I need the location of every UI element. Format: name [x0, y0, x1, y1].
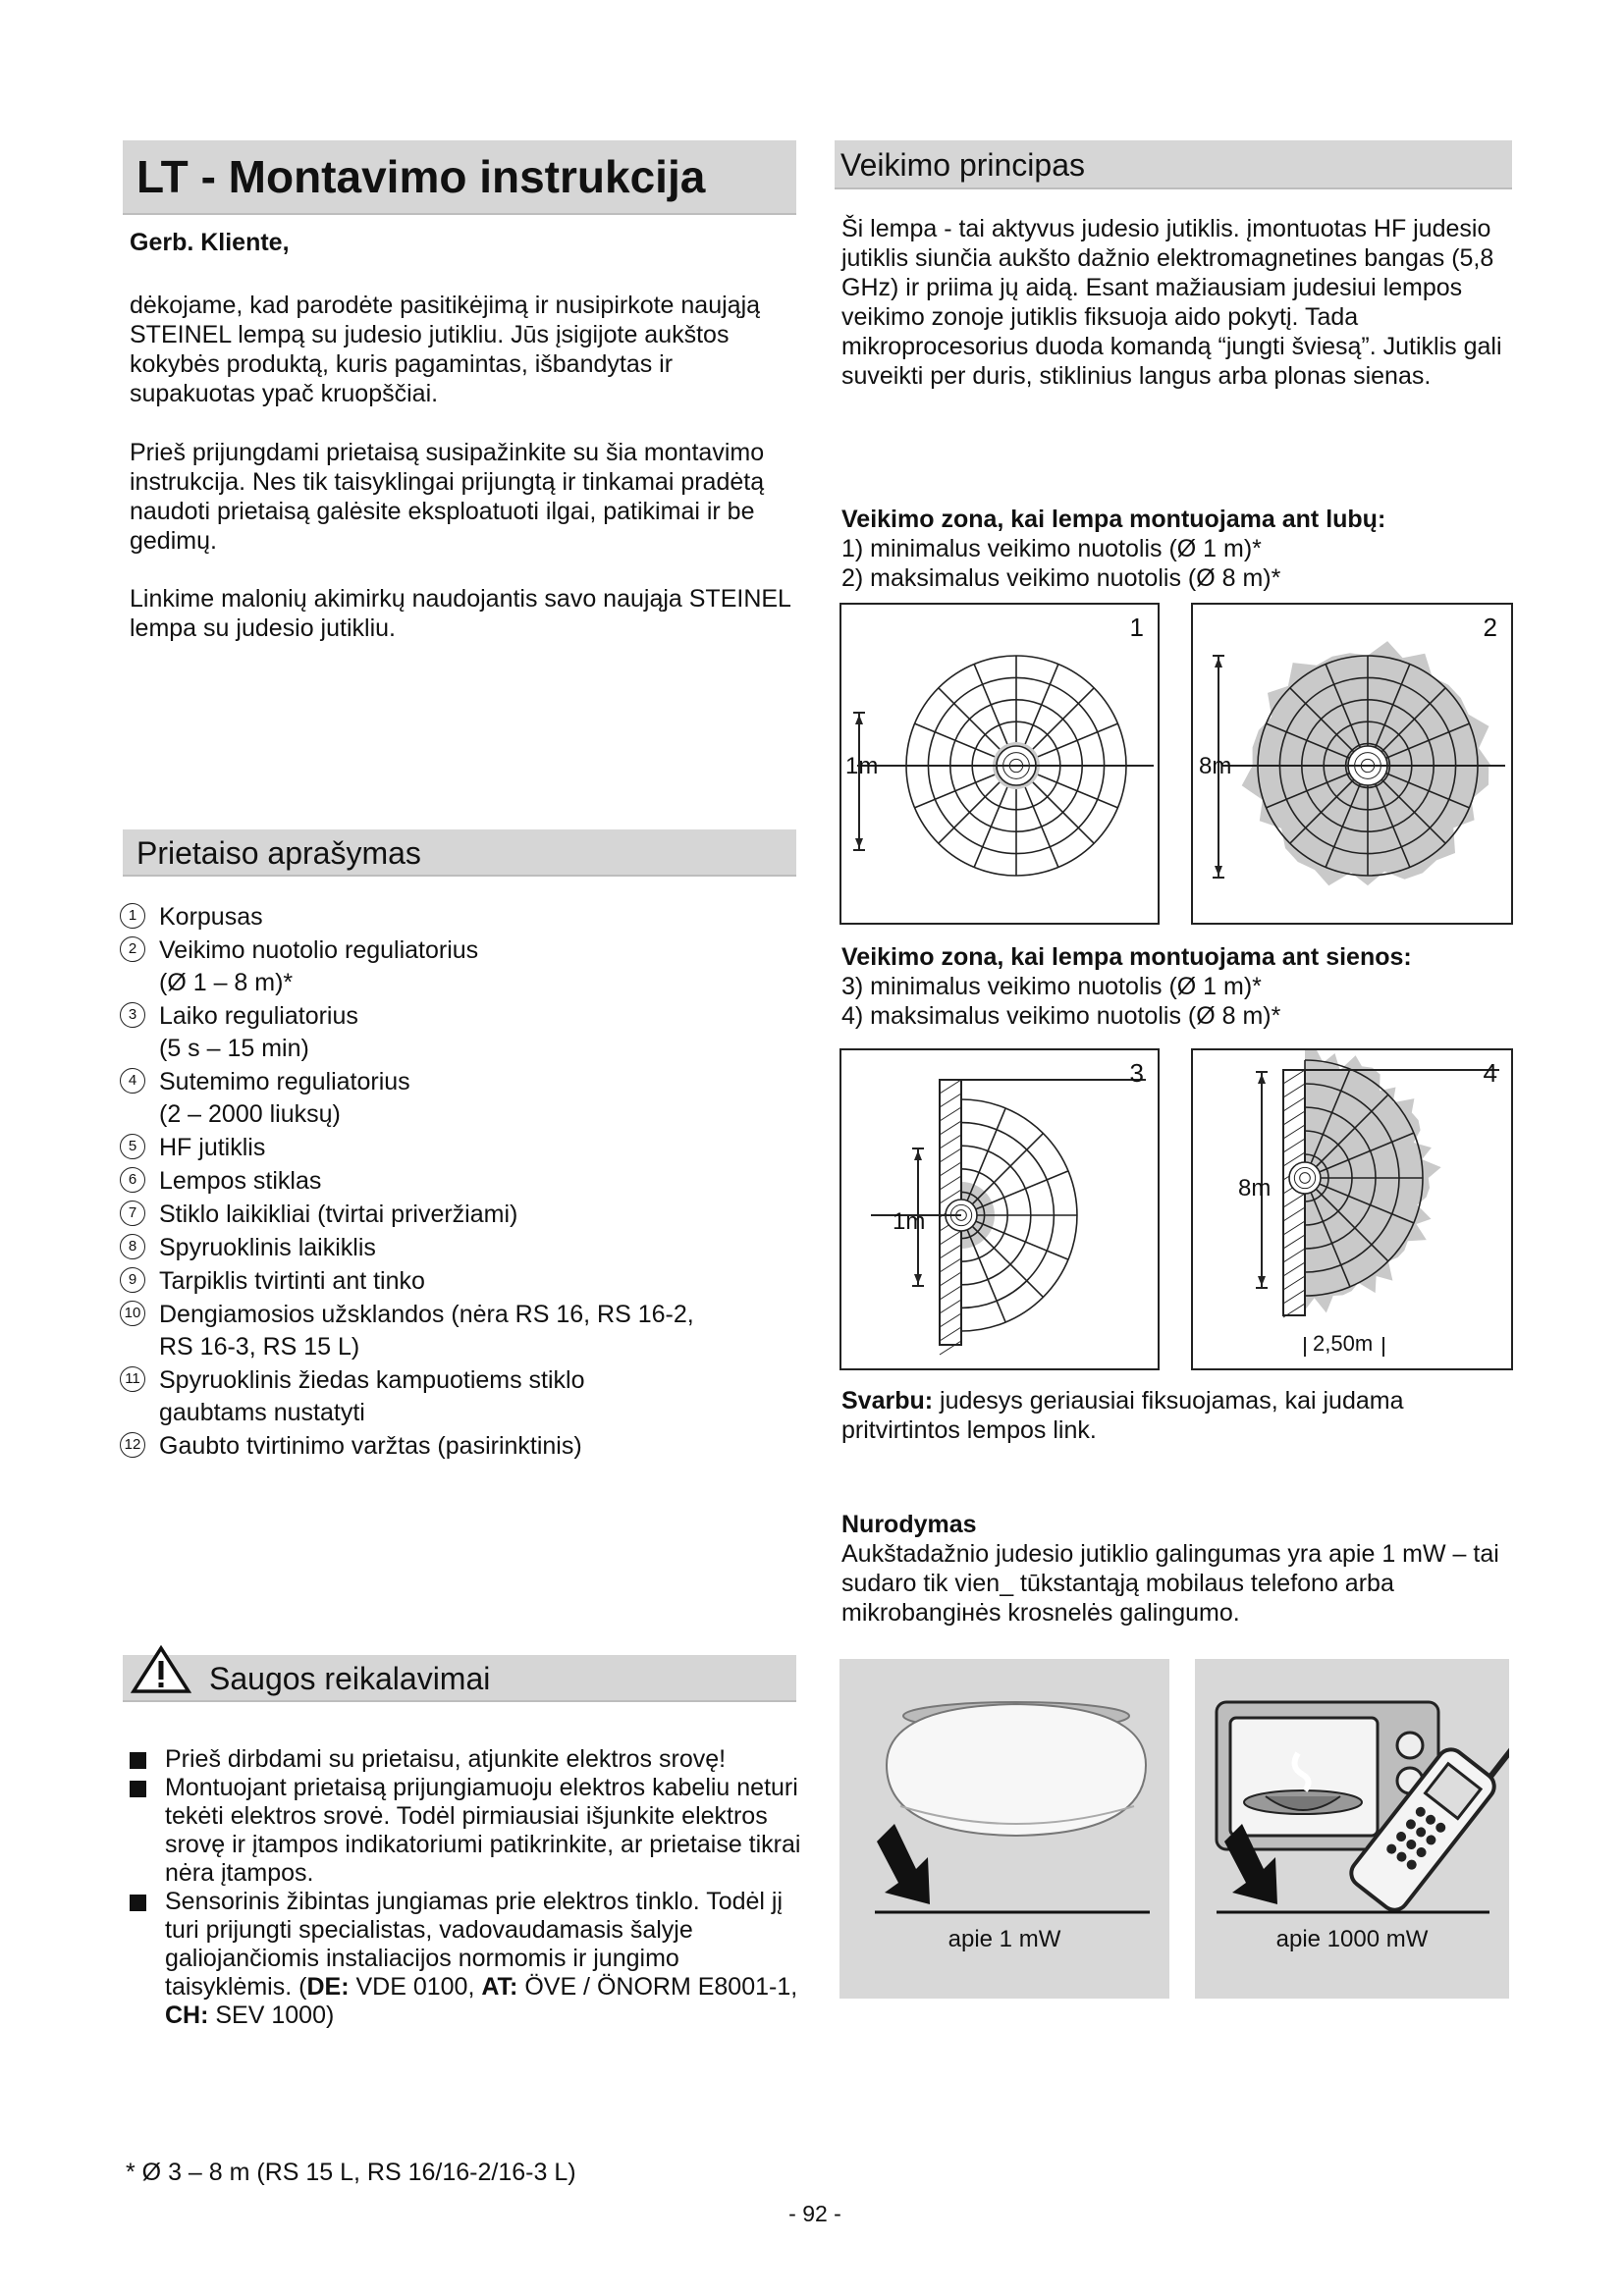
ceiling-zone-heading: Veikimo zona, kai lempa montuojama ant lubų:: [841, 506, 1386, 533]
part-item: [120, 1430, 807, 1463]
ceiling-zone-line-2: 2) maksimalus veikimo nuotolis (Ø 8 m)*: [841, 564, 1281, 592]
dimension-label: 1m: [845, 753, 879, 779]
page-title: LT - Montavimo instrukcija: [136, 151, 706, 202]
part-item: [120, 1364, 807, 1429]
parts-list: [120, 901, 807, 1464]
safety-title: Saugos reikalavimai: [209, 1661, 491, 1696]
dimension-arrow: [1258, 1276, 1266, 1286]
intro-paragraph-2: Prieš prijungdami prietaisą susipažinkite su šia montavimo instrukcija. Nes tik taisyklingai prijungtą ir tinkamai pradėtą naudoti prietaisą galėsite eksploatuoti ilgai, patikimai ir be gedimų.: [130, 439, 765, 555]
part-detail: gaubtams nustatyti: [159, 1399, 365, 1426]
safety-item: Sensorinis žibintas jungiamas prie elektros tinklo. Todėl jį turi prijungti specialistas, vadovaudamasis šalyje galiojančiomis instaliacijos normomis ir jungimo taisyklėmis. (DE: VDE 0100, AT: ÖVE / ÖNORM E8001-1, CH: SEV 1000): [126, 1888, 808, 2030]
note-title: Nurodymas: [841, 1511, 977, 1538]
page-number: - 92 -: [788, 2201, 841, 2226]
part-number-badge: 1: [120, 903, 145, 929]
part-label: Dengiamosios užsklandos (nėra RS 16, RS 16-2,: [159, 1301, 694, 1328]
part-label: Gaubto tvirtinimo varžtas (pasirinktinis): [159, 1432, 582, 1460]
description-title: Prietaiso aprašymas: [136, 835, 421, 871]
dimension-label: 8m: [1199, 753, 1232, 779]
part-number-badge: 8: [120, 1234, 145, 1259]
part-number-badge: 9: [120, 1267, 145, 1293]
note-text: Aukštadažnio judesio jutiklio galingumas yra apie 1 mW – tai sudaro tik vien_ tūkstantąją mobilaus telefono arba mikrobangінės krosnelės galingumo.: [841, 1540, 1499, 1627]
safety-item: Prieš dirbdami su prietaisu, atjunkite elektros srovę!: [126, 1745, 808, 1774]
part-number-badge: 7: [120, 1201, 145, 1226]
principle-title: Veikimo principas: [840, 147, 1085, 183]
devices-power-label: apie 1000 mW: [1275, 1926, 1429, 1952]
part-item: [120, 1265, 807, 1298]
safety-title-bar: [123, 1655, 796, 1702]
part-label: Laiko reguliatorius: [159, 1002, 358, 1030]
safety-item: Montuojant prietaisą prijungiamuoju elektros kabeliu neturi tekėti elektros srovė. Todėl pirmiausiai išjunkite elektros srovę ir įtampos indikatoriumi patikrinkite, ar prietaise tikrai nėra įtampos.: [126, 1774, 808, 1888]
bullet-icon: [130, 1752, 146, 1769]
bullet-icon: [130, 1781, 146, 1797]
part-label: Lempos stiklas: [159, 1167, 322, 1195]
dimension-arrow: [855, 715, 863, 724]
part-label: Tarpiklis tvirtinti ant tinko: [159, 1267, 425, 1295]
part-label: Spyruoklinis žiedas kampuotiems stiklo: [159, 1366, 585, 1394]
ceiling-min-range-svg: [841, 605, 1158, 923]
intro-paragraph-3: Linkime malonių akimirkų naudojantis savo naująja STEINEL lempa su judesio jutikliu.: [130, 585, 791, 642]
diagram-number: 1: [1129, 613, 1144, 642]
wall-zone-line-1: 3) minimalus veikimo nuotolis (Ø 1 m)*: [841, 973, 1262, 1000]
sensor-hub: [1289, 1162, 1321, 1194]
part-number-badge: 3: [120, 1002, 145, 1028]
lamp-power-image: [839, 1659, 1169, 1999]
warning-triangle-icon: [131, 1645, 191, 1694]
dimension-arrow: [914, 1150, 922, 1160]
diagram-number: 3: [1129, 1058, 1144, 1088]
part-item: [120, 1232, 807, 1264]
part-item: [120, 1000, 807, 1065]
range-spoke: [961, 1134, 1043, 1215]
part-detail: RS 16-3, RS 15 L): [159, 1333, 360, 1361]
part-detail: (2 – 2000 liuksų): [159, 1100, 341, 1128]
part-label: Spyruoklinis laikiklis: [159, 1234, 376, 1261]
part-label: Sutemimo reguliatorius: [159, 1068, 410, 1095]
diagram-number: 2: [1483, 613, 1497, 642]
dimension-arrow: [1215, 866, 1222, 876]
part-number-badge: 5: [120, 1134, 145, 1159]
diagram-number: 4: [1483, 1058, 1497, 1088]
part-label: HF jutiklis: [159, 1134, 266, 1161]
part-item: [120, 1299, 807, 1363]
part-item: [120, 1066, 807, 1131]
principle-title-bar: [835, 140, 1512, 189]
wall-max-range-svg: [1193, 1050, 1511, 1368]
principle-text: Ši lempa - tai aktyvus judesio jutiklis. įmontuotas HF judesio jutiklis siunčia aukšto dažnio elektromagnetines bangas (5,8 GHz) ir priima jų aidą. Esant mažiausiam judesiui lempos veikimo zonoje jutiklis fiksuoja aido pokytį. Tada mikroprocesorius duoda komandą “jungti šviesą”. Jutiklis gali suveikti per duris, stiklinius langus arba plonas sienas.: [841, 215, 1502, 390]
ceiling-max-range-svg: [1193, 605, 1511, 923]
wall-zone-heading: Veikimo zona, kai lempa montuojama ant sienos:: [841, 943, 1412, 971]
greeting: Gerb. Kliente,: [130, 229, 290, 256]
safety-list: [126, 1745, 808, 2030]
wall-zone-line-2: 4) maksimalus veikimo nuotolis (Ø 8 m)*: [841, 1002, 1281, 1030]
part-detail: (Ø 1 – 8 m)*: [159, 969, 294, 996]
ceiling-max-range-diagram: [1191, 603, 1513, 925]
part-item: [120, 934, 807, 999]
part-label: Veikimo nuotolio reguliatorius: [159, 936, 479, 964]
part-number-badge: 4: [120, 1068, 145, 1094]
main-title-bar: [123, 140, 796, 215]
wall-min-range-svg: [841, 1050, 1158, 1368]
range-spoke: [961, 1215, 1043, 1297]
description-title-bar: [123, 829, 796, 877]
footnote: * Ø 3 – 8 m (RS 15 L, RS 16/16-2/16-3 L): [126, 2159, 576, 2186]
dimension-arrow: [855, 838, 863, 848]
part-item: [120, 1132, 807, 1164]
dimension-arrow: [1258, 1074, 1266, 1084]
devices-power-image: [1195, 1659, 1509, 1999]
dimension-arrow: [1215, 658, 1222, 667]
part-label: Korpusas: [159, 903, 263, 931]
part-number-badge: 10: [120, 1301, 145, 1326]
dimension-label: 1m: [893, 1208, 926, 1235]
part-number-badge: 2: [120, 936, 145, 962]
part-item: [120, 1165, 807, 1198]
part-number-badge: 11: [120, 1366, 145, 1392]
part-item: [120, 1199, 807, 1231]
ceiling-zone-line-1: 1) minimalus veikimo nuotolis (Ø 1 m)*: [841, 535, 1262, 562]
part-detail: (5 s – 15 min): [159, 1035, 309, 1062]
dimension-arrow: [914, 1274, 922, 1284]
wall-max-range-diagram: [1191, 1048, 1513, 1370]
part-number-badge: 12: [120, 1432, 145, 1458]
wall-height-label: 2,50m: [1313, 1331, 1374, 1356]
dimension-label: 8m: [1238, 1175, 1272, 1201]
lamp-power-label: apie 1 mW: [947, 1926, 1061, 1952]
wall-min-range-diagram: [839, 1048, 1160, 1370]
part-item: [120, 901, 807, 934]
bullet-icon: [130, 1895, 146, 1911]
part-label: Stiklo laikikliai (tvirtai priveržiami): [159, 1201, 518, 1228]
ceiling-min-range-diagram: [839, 603, 1160, 925]
important-note: Svarbu: judesys geriausiai fiksuojamas, kai judama pritvirtintos lempos link.: [841, 1387, 1404, 1444]
arrow-down-icon: [877, 1824, 930, 1904]
part-number-badge: 6: [120, 1167, 145, 1193]
intro-paragraph-1: dėkojame, kad parodėte pasitikėjimą ir nusipirkote naująją STEINEL lempą su judesio jutikliu. Jūs įsigijote aukštos kokybės produktą, kuris pagamintas, išbandytas ir supakuotas ypač kruopščiai.: [130, 292, 761, 407]
